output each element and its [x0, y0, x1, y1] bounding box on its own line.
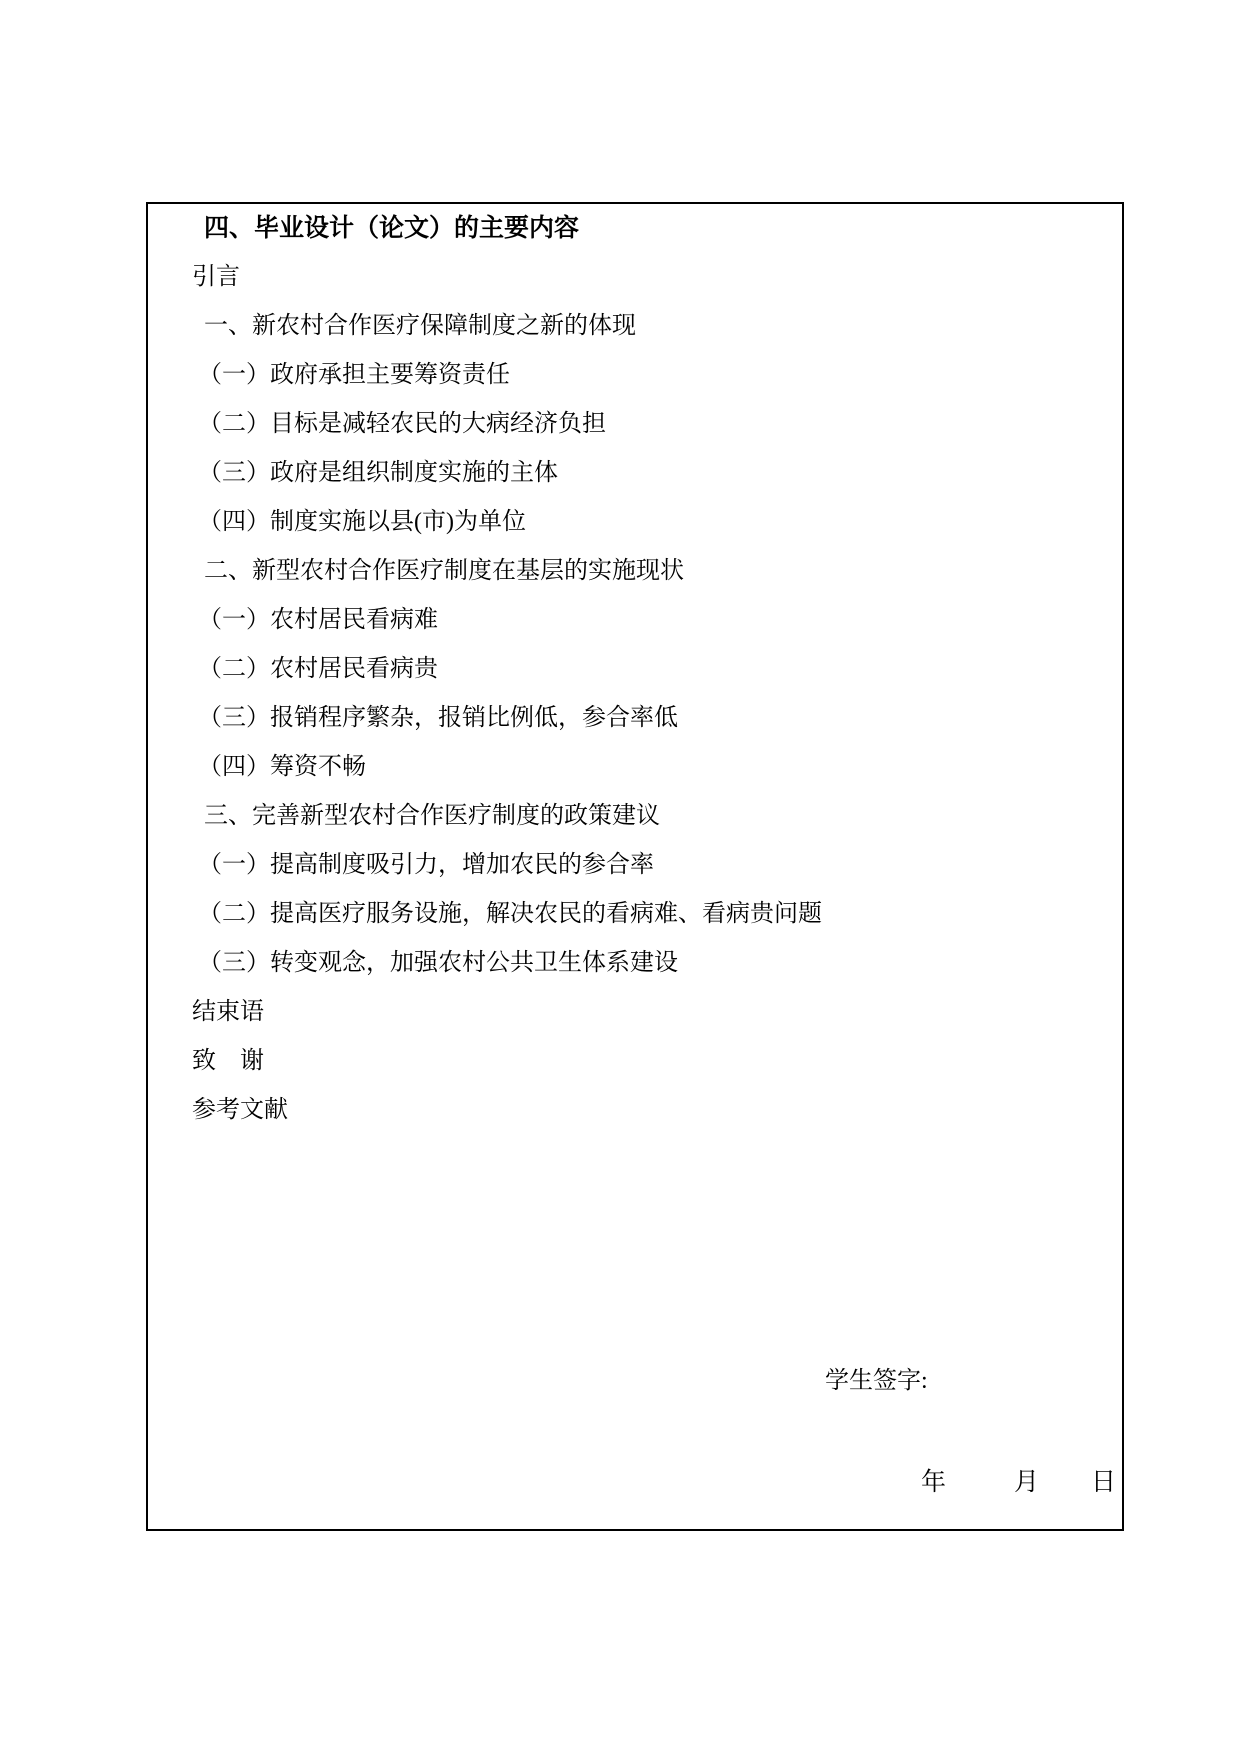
outline-line-part3-sub3: （三）转变观念，加强农村公共卫生体系建设	[198, 950, 678, 976]
outline-line-part3: 三、完善新型农村合作医疗制度的政策建议	[204, 803, 660, 829]
outline-line-part1-sub3: （三）政府是组织制度实施的主体	[198, 460, 558, 486]
outline-line-part2-sub3: （三）报销程序繁杂，报销比例低，参合率低	[198, 705, 678, 731]
student-signature-label: 学生签字:	[825, 1368, 928, 1394]
outline-line-references: 参考文献	[192, 1097, 288, 1123]
section-title: 四、毕业设计（论文）的主要内容	[204, 215, 580, 242]
outline-line-part1-sub2: （二）目标是减轻农民的大病经济负担	[198, 411, 606, 437]
year-label: 年	[921, 1469, 947, 1496]
outline-line-part2-sub4: （四）筹资不畅	[198, 754, 366, 780]
outline-line-part1-sub4: （四）制度实施以县(市)为单位	[198, 509, 526, 535]
outline-line-part3-sub2: （二）提高医疗服务设施，解决农民的看病难、看病贵问题	[198, 901, 822, 927]
outline-line-conclusion: 结束语	[192, 999, 264, 1025]
outline-line-acknowledge: 致 谢	[192, 1048, 264, 1074]
outline-line-intro: 引言	[192, 264, 240, 290]
main-content-cell	[146, 202, 1124, 1531]
outline-line-part2-sub2: （二）农村居民看病贵	[198, 656, 438, 682]
outline-line-part3-sub1: （一）提高制度吸引力，增加农民的参合率	[198, 852, 654, 878]
outline-line-part1: 一、新农村合作医疗保障制度之新的体现	[204, 313, 636, 339]
outline-line-part2-sub1: （一）农村居民看病难	[198, 607, 438, 633]
outline-line-part2: 二、新型农村合作医疗制度在基层的实施现状	[204, 558, 684, 584]
outline-line-part1-sub1: （一）政府承担主要筹资责任	[198, 362, 510, 388]
day-label: 日	[1091, 1469, 1117, 1496]
month-label: 月	[1014, 1469, 1040, 1496]
